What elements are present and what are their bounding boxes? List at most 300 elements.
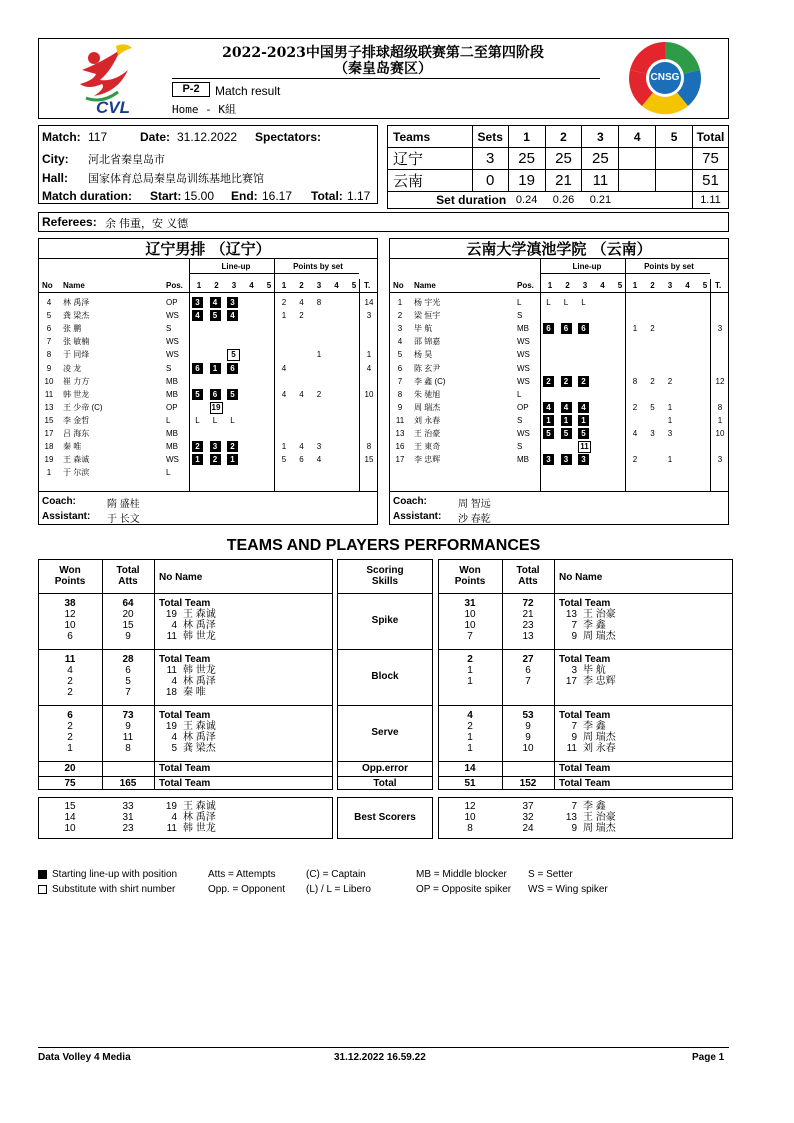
home-group: Home - K組: [172, 103, 236, 116]
player-name: 王 治豪: [583, 609, 616, 620]
player-name: 龚 梁杰: [183, 743, 216, 754]
player-position: L: [517, 389, 522, 399]
score-header-set2: 2: [545, 126, 582, 148]
player-no: 19: [165, 721, 177, 732]
points-in-set: 2: [650, 376, 655, 386]
end-label: End:: [231, 189, 258, 203]
perf-row-rule: [438, 761, 733, 762]
player-no: 9: [571, 631, 577, 642]
player-position: MB: [517, 324, 529, 334]
player-no: 9: [397, 402, 403, 412]
starting-position-box: 2: [561, 376, 572, 387]
points-set-2: 2: [650, 281, 655, 290]
player-no: 4: [46, 298, 52, 307]
player-no: 4: [171, 620, 177, 631]
legend-mb: MB = Middle blocker: [416, 869, 507, 880]
hall-label: Hall:: [42, 171, 69, 185]
total-atts: 10: [522, 743, 534, 754]
score-row-home: [388, 148, 729, 170]
points-in-set: 2: [299, 311, 304, 321]
total-away-atts: 152: [519, 778, 537, 789]
player-position: WS: [166, 455, 179, 465]
points-in-set: 2: [650, 324, 655, 334]
points-in-set: 1: [667, 415, 673, 425]
player-position: OP: [166, 402, 178, 412]
player-name: 李 忠辉: [414, 455, 441, 465]
won-points: 2: [467, 721, 473, 732]
player-name: 秦 唯: [63, 442, 82, 452]
player-no: 4: [171, 732, 177, 743]
starting-position-box: 3: [210, 441, 221, 452]
won-points: 4: [67, 665, 73, 676]
title-underline: [172, 78, 600, 79]
coach-label: Coach:: [393, 496, 427, 507]
coach-name: 周 智远: [458, 499, 491, 510]
points-header: Points by set: [644, 262, 694, 271]
score-team-name: 辽宁: [388, 148, 473, 170]
best-scorers-label: Best Scorers: [354, 812, 416, 823]
player-name: 杨 昊: [414, 350, 433, 360]
scoring-skills-header: Scoring Skills: [366, 565, 404, 587]
perf-section-rule: [337, 649, 433, 650]
libero-marker: L: [563, 298, 569, 307]
starting-position-box: 4: [192, 310, 203, 321]
best-player-no: 4: [171, 812, 177, 823]
player-name: 李 鑫: [583, 620, 606, 631]
col-no: No: [393, 281, 404, 290]
player-no: 16: [395, 442, 405, 452]
player-position: S: [166, 363, 172, 373]
player-no: 9: [46, 363, 52, 373]
assistant-name: 沙 春乾: [458, 514, 491, 525]
score-set5: [656, 148, 693, 170]
performance-title: TEAMS AND PLAYERS PERFORMANCES: [226, 537, 541, 554]
footer-right: Page 1: [692, 1052, 725, 1063]
score-table: [387, 125, 729, 209]
player-no: 13: [395, 429, 405, 438]
best-won-points: 14: [64, 812, 76, 823]
legend-captain: (C) = Captain: [306, 869, 366, 880]
total-home-name: Total Team: [159, 778, 211, 789]
best-won-points: 10: [64, 823, 76, 834]
player-no: 6: [397, 363, 403, 373]
player-no: 4: [171, 676, 177, 687]
best-won-points: 12: [464, 801, 476, 812]
score-header-set1: 1: [508, 126, 545, 148]
footer-center: 31.12.2022 16.59.22: [334, 1052, 426, 1063]
lineup-set-3: 3: [582, 281, 588, 290]
player-total-points: 8: [366, 442, 372, 452]
player-name: 林 禹泽: [183, 620, 216, 631]
roster-bottom-rule: [39, 491, 377, 492]
points-in-set: 8: [316, 298, 322, 307]
lineup-set-2: 2: [214, 281, 219, 290]
player-name: 周 瑞杰: [414, 402, 441, 412]
player-name: 韩 世龙: [63, 389, 90, 399]
player-position: S: [517, 442, 523, 452]
best-player-name: 王 森诚: [183, 801, 216, 812]
best-total-atts: 31: [122, 812, 134, 823]
player-position: OP: [517, 402, 529, 412]
cvl-logo-text: CVL: [96, 98, 130, 117]
player-no: 18: [165, 687, 177, 698]
column-header-rule: [390, 292, 728, 293]
title-line2: （秦皇岛赛区）: [334, 61, 432, 77]
column-header-rule: [39, 292, 377, 293]
date-label: Date:: [140, 130, 171, 144]
player-total-points: 1: [366, 350, 372, 360]
roster-bottom-rule: [390, 491, 728, 492]
starting-position-box: 3: [227, 297, 238, 308]
footer-left: Data Volley 4 Media: [38, 1052, 131, 1063]
set-duration-4: [619, 192, 656, 209]
player-total-points: 1: [717, 415, 723, 425]
perf-section-rule: [337, 593, 433, 594]
total-label: Total:: [311, 189, 343, 203]
starting-position-box: 5: [578, 428, 589, 439]
set-duration-1: 0.24: [508, 192, 545, 209]
player-total-points: 4: [366, 363, 372, 373]
player-no: 13: [565, 609, 577, 620]
best-player-no: 19: [165, 801, 177, 812]
total-atts: 15: [122, 620, 134, 631]
won-points: 2: [67, 732, 73, 743]
player-total-points: 10: [715, 429, 725, 438]
player-position: WS: [517, 376, 530, 386]
legend-sub: [38, 884, 175, 895]
city-value: 河北省秦皇岛市: [88, 154, 165, 166]
opp-error-home: 20: [64, 763, 76, 774]
starting-position-box: 3: [543, 454, 554, 465]
team-name: 辽宁男排 （辽宁）: [145, 240, 271, 258]
team-name-rule: [39, 258, 377, 259]
spectators-label: Spectators:: [255, 130, 322, 144]
player-position: WS: [166, 311, 179, 321]
starting-position-box: 1: [543, 415, 554, 426]
best-won-points: 8: [467, 823, 473, 834]
points-in-set: 4: [299, 389, 304, 399]
player-position: MB: [517, 455, 529, 465]
no-name-header: No Name: [159, 572, 203, 583]
starting-position-box: 6: [192, 363, 203, 374]
won-points: 4: [467, 710, 473, 721]
lineup-set-3: 3: [231, 281, 237, 290]
cnsg-logo-text: CNSG: [650, 72, 680, 83]
libero-marker: L: [546, 298, 551, 307]
set-duration-label: Set duration: [388, 192, 509, 209]
best-won-points: 10: [464, 812, 476, 823]
best-total-atts: 24: [522, 823, 534, 834]
best-player-no: 11: [166, 823, 177, 834]
player-no: 11: [44, 389, 54, 399]
total-team-label: Total Team: [559, 654, 611, 665]
won-points: 1: [467, 743, 473, 754]
player-no: 8: [397, 389, 403, 399]
opp-error-away: 14: [464, 763, 476, 774]
points-set-1: 1: [281, 281, 287, 290]
perf-row-rule: [38, 761, 333, 762]
points-set-1: 1: [632, 281, 638, 290]
score-header-total: Total: [692, 126, 728, 148]
best-player-name: 周 瑞杰: [583, 823, 616, 834]
player-name: 周 瑞杰: [583, 631, 616, 642]
starting-position-box: 3: [561, 454, 572, 465]
score-header-row: [388, 126, 729, 148]
total-left-rule: [359, 279, 360, 491]
date-value: 31.12.2022: [177, 130, 238, 144]
player-position: L: [166, 415, 171, 425]
player-name: 林 禹泽: [183, 732, 216, 743]
score-row-away: [388, 170, 729, 192]
player-name: 于 尔滨: [63, 468, 90, 478]
score-header-set4: 4: [619, 126, 656, 148]
group-header-rule: [540, 273, 710, 274]
player-no: 11: [166, 631, 177, 642]
player-name: 刘 永春: [414, 415, 441, 425]
best-player-no: 7: [571, 801, 577, 812]
referees-label: Referees:: [42, 215, 97, 229]
points-in-set: 4: [281, 363, 287, 373]
skill-name: Serve: [371, 727, 399, 738]
player-position: WS: [166, 337, 179, 347]
player-total-points: 12: [715, 376, 725, 386]
points-in-set: 3: [650, 429, 655, 438]
col-total: T.: [715, 281, 722, 290]
best-player-no: 13: [565, 812, 577, 823]
col-no: No: [42, 281, 53, 290]
starting-position-box: 2: [210, 454, 221, 465]
player-total-points: 10: [364, 389, 374, 399]
score-team-name: 云南: [388, 170, 473, 192]
won-points: 6: [67, 710, 73, 721]
opp-error-home-name: Total Team: [159, 763, 211, 774]
total-atts: 7: [125, 687, 131, 698]
points-in-set: 1: [281, 311, 287, 321]
best-total-atts: 32: [522, 812, 534, 823]
hall-value: 国家体育总局秦皇岛训练基地比赛馆: [88, 173, 264, 185]
player-no: 17: [44, 429, 54, 438]
player-name: 刘 永春: [583, 743, 616, 754]
skill-name: Block: [371, 671, 399, 682]
player-position: MB: [166, 442, 178, 452]
perf-section-rule: [438, 649, 733, 650]
player-no: 1: [46, 468, 52, 478]
total-team-label: Total Team: [559, 710, 611, 721]
total-team-label: Total Team: [159, 598, 211, 609]
start-value: 15.00: [184, 189, 215, 203]
won-points-header: Won Points: [54, 565, 86, 587]
total-atts: 6: [525, 665, 531, 676]
won-points-header: Won Points: [454, 565, 486, 587]
lineup-set-2: 2: [565, 281, 570, 290]
starting-position-box: 6: [561, 323, 572, 334]
player-no: 7: [571, 620, 577, 631]
total-atts: 9: [125, 631, 131, 642]
best-total-atts: 23: [122, 823, 134, 834]
player-no: 6: [46, 324, 52, 334]
total-label: Total: [373, 778, 397, 789]
total-atts: 9: [125, 721, 131, 732]
player-total-points: 14: [364, 298, 374, 307]
points-in-set: 4: [632, 429, 638, 438]
match-no: 117: [88, 130, 108, 144]
player-no: 5: [46, 311, 52, 321]
starting-position-box: 4: [210, 297, 221, 308]
cvl-logo: [72, 40, 142, 118]
total-atts: 20: [122, 609, 134, 620]
assistant-label: Assistant:: [42, 511, 91, 522]
points-set-2: 2: [299, 281, 304, 290]
starting-position-box: 3: [192, 297, 203, 308]
perf-section-rule: [438, 593, 733, 594]
player-no: 9: [571, 732, 577, 743]
team-panel-home: [38, 238, 378, 525]
best-player-name: 韩 世龙: [183, 823, 216, 834]
opp-error-away-name: Total Team: [559, 763, 611, 774]
starting-position-box: 5: [227, 389, 238, 400]
player-no: 4: [397, 337, 403, 347]
player-position: OP: [166, 298, 178, 307]
score-set1: 25: [508, 148, 545, 170]
legend-opp: Opp. = Opponent: [208, 884, 286, 895]
player-no: 13: [44, 402, 54, 412]
score-set3: 25: [582, 148, 619, 170]
perf-row-rule: [337, 761, 433, 762]
best-player-name: 王 治豪: [583, 812, 616, 823]
won-points: 10: [464, 620, 476, 631]
player-no: 3: [397, 324, 403, 334]
total-atts: 64: [122, 598, 134, 609]
score-set3: 11: [582, 170, 619, 192]
won-points: 2: [467, 654, 473, 665]
points-header: Points by set: [293, 262, 343, 271]
player-name: 毕 航: [414, 324, 433, 334]
total-atts: 23: [522, 620, 534, 631]
score-header-set3: 3: [582, 126, 619, 148]
won-points: 2: [67, 676, 73, 687]
points-in-set: 1: [281, 442, 287, 452]
points-set-3: 3: [667, 281, 673, 290]
player-no: 19: [165, 609, 177, 620]
won-points: 10: [464, 609, 476, 620]
lineup-header: Line-up: [572, 262, 602, 271]
libero-marker: L: [581, 298, 586, 307]
cnsg-logo: [626, 40, 704, 116]
assistant-label: Assistant:: [393, 511, 442, 522]
set-duration-5: [656, 192, 693, 209]
player-no: 7: [571, 721, 577, 732]
end-value: 16.17: [262, 189, 293, 203]
perf-section-rule: [38, 593, 333, 594]
player-name: 龚 梁杰: [63, 311, 90, 321]
player-no: 3: [571, 665, 577, 676]
score-set2: 21: [545, 170, 582, 192]
player-total-points: 3: [366, 311, 372, 321]
points-in-set: 6: [299, 455, 304, 465]
legend: [38, 868, 729, 900]
duration-label: Match duration:: [42, 189, 132, 203]
score-set2: 25: [545, 148, 582, 170]
player-name: 崔 力方: [63, 376, 90, 386]
won-points: 1: [467, 676, 473, 687]
starting-position-box: 3: [578, 454, 589, 465]
title-line1: 2022-2023中国男子排球超级联赛第二至第四阶段: [222, 45, 544, 61]
points-in-set: 4: [299, 298, 304, 307]
player-name: 梁 恒宇: [414, 311, 441, 321]
player-no: 7: [397, 376, 403, 386]
player-position: MB: [166, 429, 178, 438]
legend-start: [38, 869, 177, 880]
score-header-teams: Teams: [388, 126, 473, 148]
total-home-won: 75: [64, 778, 76, 789]
starting-position-box: 5: [543, 428, 554, 439]
points-in-set: 4: [299, 442, 304, 452]
total-team-label: Total Team: [159, 710, 211, 721]
points-set-4: 4: [685, 281, 690, 290]
substitute-box: 5: [227, 349, 240, 361]
player-position: WS: [517, 350, 530, 360]
assistant-name: 于 长文: [107, 514, 140, 525]
player-name: 李 鑫: [583, 721, 606, 732]
points-in-set: 4: [281, 389, 287, 399]
best-total-atts: 33: [122, 801, 134, 812]
points-set-4: 4: [334, 281, 339, 290]
points-in-set: 2: [667, 376, 673, 386]
won-points: 6: [67, 631, 73, 642]
starting-position-box: 6: [210, 389, 221, 400]
score-header-sets: Sets: [472, 126, 508, 148]
perf-section-rule: [38, 649, 333, 650]
player-position: MB: [166, 389, 178, 399]
player-name: 王 森诚: [183, 609, 216, 620]
player-no: 2: [397, 311, 403, 321]
group-header-rule: [189, 273, 359, 274]
col-pos: Pos.: [517, 281, 534, 290]
lineup-set-4: 4: [600, 281, 605, 290]
legend-atts: Atts = Attempts: [208, 869, 276, 880]
lineup-set-1: 1: [196, 281, 202, 290]
libero-marker: L: [195, 415, 200, 425]
coach-name: 隋 盛桂: [107, 499, 140, 510]
starting-position-box: 5: [192, 389, 203, 400]
col-total: T.: [364, 281, 371, 290]
best-player-name: 林 禹泽: [183, 812, 216, 823]
player-name: 李 忠辉: [583, 676, 616, 687]
points-set-3: 3: [316, 281, 322, 290]
perf-section-rule: [337, 705, 433, 706]
starting-position-box: 4: [543, 402, 554, 413]
score-total: 51: [692, 170, 728, 192]
player-name: 朱 驰旭: [414, 389, 441, 399]
col-name: Name: [414, 281, 436, 290]
best-total-atts: 37: [522, 801, 534, 812]
player-no: 11: [166, 665, 177, 676]
starting-position-box: 4: [561, 402, 572, 413]
total-atts-header: Total Atts: [516, 565, 540, 587]
player-name: 李 鑫 (C): [414, 376, 446, 386]
player-name: 王 森诚: [63, 455, 90, 465]
total-atts: 73: [122, 710, 134, 721]
player-name: 韩 世龙: [183, 665, 216, 676]
score-total: 75: [692, 148, 728, 170]
total-atts: 9: [525, 721, 531, 732]
best-player-no: 9: [571, 823, 577, 834]
player-no: 1: [397, 298, 403, 307]
player-total-points: 15: [364, 455, 374, 465]
starting-position-box: 6: [227, 363, 238, 374]
starting-position-box: 6: [578, 323, 589, 334]
won-points: 7: [467, 631, 473, 642]
